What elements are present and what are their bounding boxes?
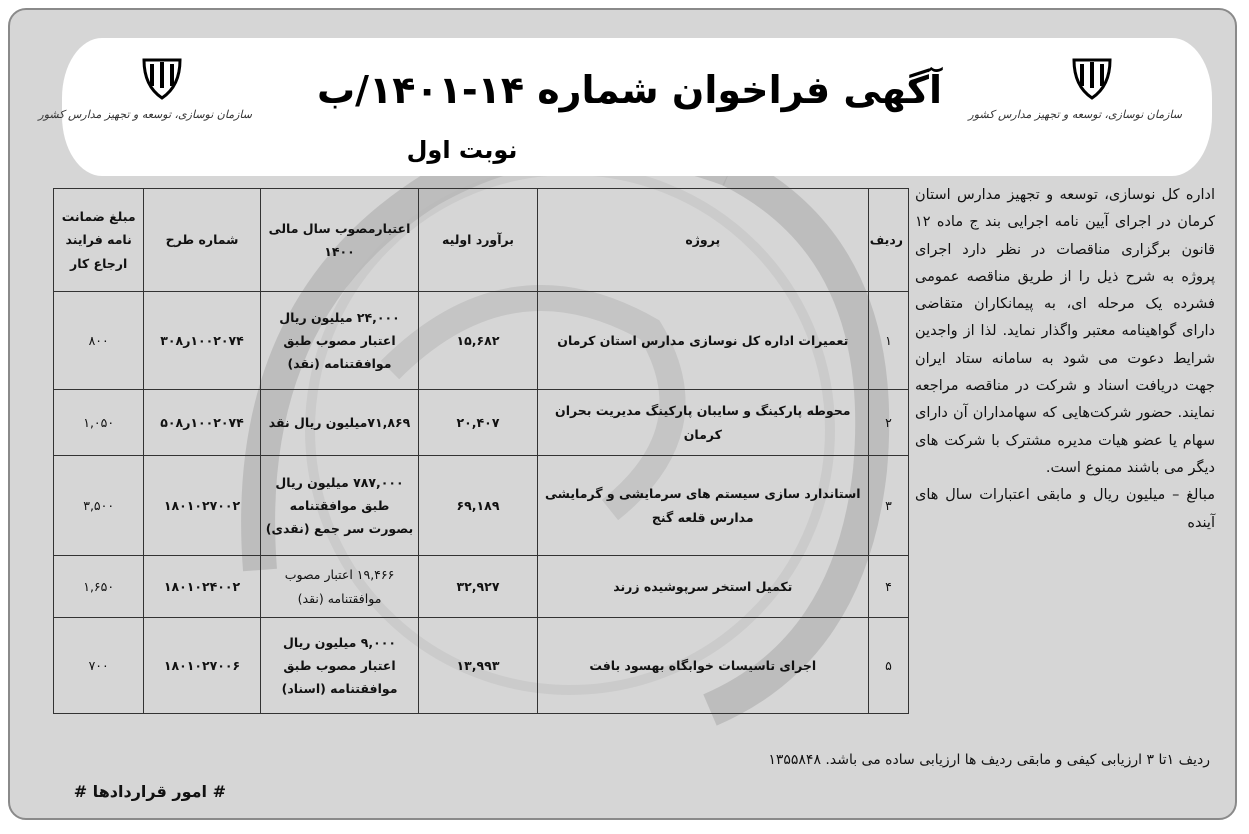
emblem-icon (1070, 56, 1114, 102)
cell-credit: ۷۸۷,۰۰۰ میلیون ریال طبق موافقتنامه بصورت سر جمع (نقدی) (260, 456, 419, 556)
cell-plan-number: ۱۰۰۲۰۷۴ر۳۰۸ (144, 292, 260, 390)
logo-right (968, 56, 1182, 166)
cell-guarantee: ۳,۵۰۰ (54, 456, 144, 556)
header-project: پروژه (537, 189, 868, 292)
intro-paragraph: اداره کل نوسازی، توسعه و تجهیز مدارس استان کرمان در اجرای آیین نامه اجرایی بند ج ماده ۱۲ قانون برگزاری مناقصات در نظر دارد اجرای پروژه به شرح ذیل را از طریق مناقصه عمومی فشرده یک مرحله ای، به پیمانکاران متقاضی دارای گواهینامه معتبر واگذار نماید. لذا از واجدین شرایط دعوت می شود به سامانه ستاد ایران جهت دریافت اسناد و شرکت در مناقصه مراجعه نمایند. حضور شرکت‌هایی که سهامداران آن دارای سهام یا عضو هیات مدیره مشترک با شرکت های دیگر می باشند ممنوع است. (915, 187, 1215, 476)
cell-row-number: ۵ (868, 618, 908, 714)
logo-caption-right: سازمان نوسازی، توسعه و تجهیز مدارس کشور (968, 108, 1182, 121)
header-credit: اعتبارمصوب سال مالی ۱۴۰۰ (260, 189, 419, 292)
cell-project: تعمیرات اداره کل نوسازی مدارس استان کرمان (537, 292, 868, 390)
cell-project: اجرای تاسیسات خوابگاه بهسود بافت (537, 618, 868, 714)
cell-guarantee: ۸۰۰ (54, 292, 144, 390)
cell-row-number: ۳ (868, 456, 908, 556)
header-banner (38, 38, 1212, 176)
cell-project: محوطه پارکینگ و سایبان پارکینگ مدیریت بحران کرمان (537, 390, 868, 456)
cell-credit: ۷۱,۸۶۹میلیون ریال نقد (260, 390, 419, 456)
cell-plan-number: ۱۸۰۱۰۲۴۰۰۲ (144, 556, 260, 618)
cell-credit: ۹,۰۰۰ میلیون ریال اعتبار مصوب طبق موافقتنامه (اسناد) (260, 618, 419, 714)
header-plan-number: شماره طرح (144, 189, 260, 292)
cell-plan-number: ۱۰۰۲۰۷۴ر۵۰۸ (144, 390, 260, 456)
header-estimate: برآورد اولیه (419, 189, 537, 292)
cell-row-number: ۲ (868, 390, 908, 456)
cell-estimate: ۱۳,۹۹۳ (419, 618, 537, 714)
intro-text (915, 182, 1215, 537)
cell-row-number: ۴ (868, 556, 908, 618)
cell-guarantee: ۷۰۰ (54, 618, 144, 714)
cell-plan-number: ۱۸۰۱۰۲۷۰۰۲ (144, 456, 260, 556)
header-guarantee: مبلغ ضمانت نامه فرایند ارجاع کار (54, 189, 144, 292)
page-title: آگهی فراخوان شماره ۱۴-۱۴۰۱/ب (316, 68, 942, 112)
cell-project: تکمیل استخر سرپوشیده زرند (537, 556, 868, 618)
cell-guarantee: ۱,۰۵۰ (54, 390, 144, 456)
footnote: ردیف ۱تا ۳ ارزیابی کیفی و مابقی ردیف ها ارزیابی ساده می باشد. ۱۳۵۵۸۴۸ (768, 752, 1210, 768)
cell-estimate: ۱۵,۶۸۲ (419, 292, 537, 390)
table-row (54, 390, 909, 456)
table-row (54, 556, 909, 618)
footer-contracts: # امور قراردادها # (73, 782, 226, 801)
projects-table (53, 188, 909, 714)
intro-note: مبالغ – میلیون ریال و مابقی اعتبارات سال های آینده (915, 487, 1215, 531)
cell-estimate: ۳۲,۹۲۷ (419, 556, 537, 618)
cell-guarantee: ۱,۶۵۰ (54, 556, 144, 618)
cell-credit: ۱۹,۴۶۶ اعتبار مصوب موافقتنامه (نقد) (260, 556, 419, 618)
cell-estimate: ۲۰,۴۰۷ (419, 390, 537, 456)
page-subtitle: نوبت اول (406, 136, 518, 164)
table-row (54, 618, 909, 714)
cell-row-number: ۱ (868, 292, 908, 390)
cell-plan-number: ۱۸۰۱۰۲۷۰۰۶ (144, 618, 260, 714)
cell-credit: ۲۴,۰۰۰ میلیون ریال اعتبار مصوب طبق موافقتنامه (نقد) (260, 292, 419, 390)
cell-estimate: ۶۹,۱۸۹ (419, 456, 537, 556)
emblem-icon (140, 56, 184, 102)
logo-left (38, 56, 252, 166)
cell-project: استاندارد سازی سیستم های سرمایشی و گرمایشی مدارس قلعه گنج (537, 456, 868, 556)
table-header-row (54, 189, 909, 292)
table-row (54, 456, 909, 556)
ad-frame (8, 8, 1237, 820)
table-row (54, 292, 909, 390)
logo-caption-left: سازمان نوسازی، توسعه و تجهیز مدارس کشور (38, 108, 252, 121)
header-row-number: ردیف (868, 189, 908, 292)
